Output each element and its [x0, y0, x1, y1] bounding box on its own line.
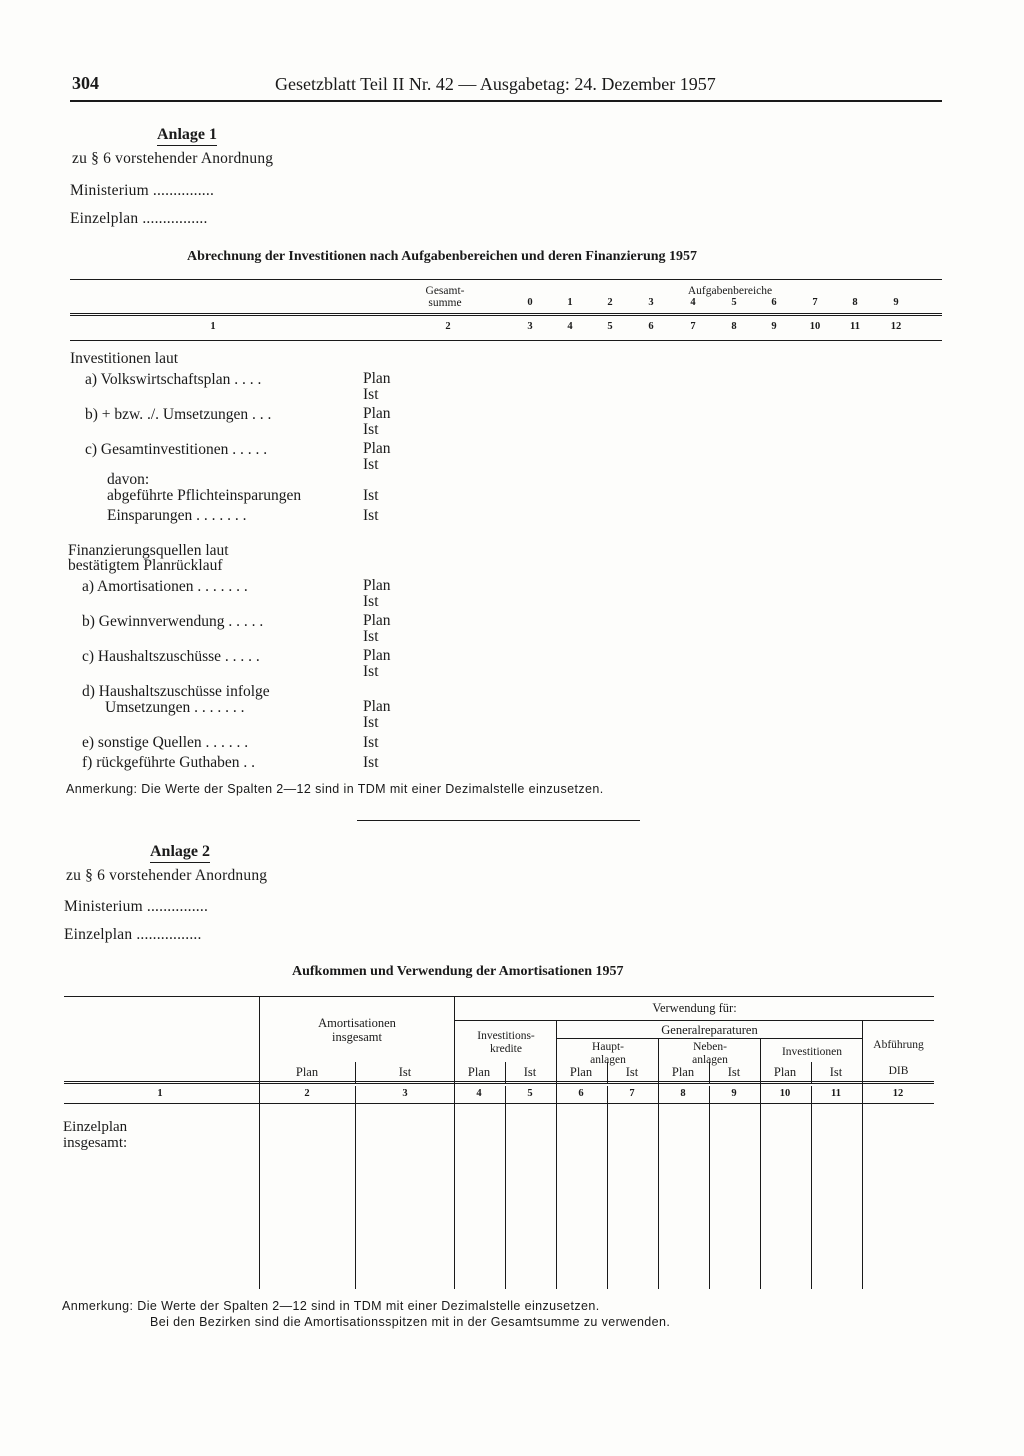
- t2-abfuehrung-head: Abführung: [873, 1039, 924, 1051]
- column-number: 6: [578, 1088, 584, 1099]
- t2-header-rule: [64, 1081, 934, 1084]
- row2e-planist: Ist: [363, 734, 379, 751]
- group2-title-1: Finanzierungsquellen laut: [68, 542, 229, 559]
- column-number: 10: [779, 1088, 791, 1099]
- t2-verwendung-head: Verwendung für:: [652, 1001, 737, 1015]
- header-rule: [70, 100, 942, 102]
- row1c-label: c) Gesamtinvestitionen . . . . .: [85, 441, 268, 458]
- t2-vline-11: [862, 1021, 863, 1289]
- column-number: 11: [831, 1088, 841, 1099]
- area-number: 3: [648, 297, 654, 308]
- t2-plan-label: Plan: [569, 1065, 593, 1079]
- area-number: 0: [527, 297, 533, 308]
- area-number: 7: [812, 297, 818, 308]
- row1e-planist: Ist: [363, 507, 379, 524]
- column-number: 12: [890, 321, 902, 332]
- t2-vline-8: [709, 1086, 710, 1289]
- row1d-planist: Ist: [363, 487, 379, 504]
- t2-dib-head: DIB: [888, 1065, 909, 1077]
- t2-top-rule: [64, 996, 934, 997]
- row1b-planist: Plan Ist: [363, 405, 391, 438]
- anlage2-einzelplan: Einzelplan ................: [64, 926, 202, 943]
- anlage1-note: Anmerkung: Die Werte der Spalten 2—12 sind in TDM mit einer Dezimalstelle einzusetzen.: [66, 782, 604, 796]
- t2-plan-label: Plan: [773, 1065, 797, 1079]
- group1-title: Investitionen laut: [70, 350, 179, 367]
- column-number: 6: [648, 321, 654, 332]
- area-number: 4: [690, 297, 696, 308]
- area-number: 8: [852, 297, 858, 308]
- area-number: 5: [731, 297, 737, 308]
- running-title: Gesetzblatt Teil II Nr. 42 — Ausgabetag: 24. Dezember 1957: [275, 74, 716, 94]
- t2-plan-label: Plan: [295, 1065, 319, 1079]
- t2-amort-head: Amortisationen insgesamt: [318, 1016, 396, 1044]
- t1-top-rule: [70, 279, 942, 280]
- t2-ist-label: Ist: [727, 1065, 741, 1079]
- column-number: 7: [629, 1088, 635, 1099]
- t2-vline-3: [454, 997, 455, 1289]
- row1d-label: abgeführte Pflichteinsparungen: [107, 487, 302, 504]
- column-number: 2: [304, 1088, 310, 1099]
- area-number: 6: [771, 297, 777, 308]
- row2a-label: a) Amortisationen . . . . . . .: [82, 578, 248, 595]
- t2-vline-6: [607, 1086, 608, 1289]
- t2-ist-label: Ist: [829, 1065, 843, 1079]
- t2-vline-10: [811, 1086, 812, 1289]
- t2-generalrep-head: Generalreparaturen: [661, 1023, 758, 1037]
- t2-vline-4: [505, 1086, 506, 1289]
- t2-row-label: Einzelplan insgesamt:: [63, 1119, 128, 1151]
- t2-body-rule: [64, 1103, 934, 1104]
- column-number: 3: [402, 1088, 408, 1099]
- anlage2-title: Anlage 2: [150, 843, 210, 863]
- area-number: 2: [607, 297, 613, 308]
- group2-title-2: bestätigtem Planrücklauf: [68, 557, 223, 574]
- row2c-planist: Plan Ist: [363, 647, 391, 680]
- anlage2-note-2: Bei den Bezirken sind die Amortisationsspitzen mit in der Gesamtsumme zu verwenden.: [150, 1315, 671, 1329]
- section-divider: [357, 820, 640, 821]
- row2b-planist: Plan Ist: [363, 612, 391, 645]
- row1a-label: a) Volkswirtschaftsplan . . . .: [85, 371, 262, 388]
- row1e-label: Einsparungen . . . . . . .: [107, 507, 247, 524]
- area-number: 1: [567, 297, 573, 308]
- t1-aufgabenbereiche-head: Aufgabenbereiche: [687, 285, 773, 297]
- anlage2-subtitle: zu § 6 vorstehender Anordnung: [66, 867, 268, 884]
- row1c-planist: Plan Ist: [363, 440, 391, 473]
- column-number: 1: [157, 1088, 163, 1099]
- row2f-label: f) rückgeführte Guthaben . .: [82, 754, 256, 771]
- t2-plan-label: Plan: [467, 1065, 491, 1079]
- t2-vline-2: [355, 1086, 356, 1289]
- column-number: 1: [210, 321, 216, 332]
- t2-ist-label: Ist: [625, 1065, 639, 1079]
- t2-vline-5: [556, 1021, 557, 1289]
- anlage1-einzelplan: Einzelplan ................: [70, 210, 208, 227]
- t2-investitionen-head: Investitionen: [781, 1046, 843, 1058]
- row1b-label: b) + bzw. ./. Umsetzungen . . .: [85, 406, 272, 423]
- t1-gesamtsumme-head: Gesamt- summe: [425, 285, 465, 309]
- row2e-label: e) sonstige Quellen . . . . . .: [82, 734, 249, 751]
- column-number: 10: [809, 321, 821, 332]
- t2-vline-1: [259, 997, 260, 1289]
- anlage1-subtitle: zu § 6 vorstehender Anordnung: [72, 150, 274, 167]
- row2c-label: c) Haushaltszuschüsse . . . . .: [82, 648, 260, 665]
- area-number: 9: [893, 297, 899, 308]
- anlage2-ministerium: Ministerium ...............: [64, 898, 209, 915]
- column-number: 3: [527, 321, 533, 332]
- row2a-planist: Plan Ist: [363, 577, 391, 610]
- t2-generalrep-rule: [557, 1038, 863, 1039]
- anlage2-note-1: Anmerkung: Die Werte der Spalten 2—12 sind in TDM mit einer Dezimalstelle einzusetzen.: [62, 1299, 600, 1313]
- row2d-label-2: Umsetzungen . . . . . . .: [105, 699, 245, 716]
- t2-neben-head: Neben- anlagen: [692, 1041, 728, 1066]
- column-number: 9: [771, 321, 777, 332]
- row2d-planist: Plan Ist: [363, 698, 391, 731]
- column-number: 8: [680, 1088, 686, 1099]
- t2-vline-2h: [355, 1062, 356, 1083]
- anlage1-ministerium: Ministerium ...............: [70, 182, 215, 199]
- column-number: 5: [527, 1088, 533, 1099]
- t2-ist-label: Ist: [523, 1065, 537, 1079]
- t2-invkredite-head: Investitions- kredite: [477, 1030, 535, 1055]
- column-number: 5: [607, 321, 613, 332]
- t2-haupt-head: Haupt- anlagen: [590, 1041, 626, 1066]
- anlage1-table-title: Abrechnung der Investitionen nach Aufgabenbereichen und deren Finanzierung 1957: [187, 249, 698, 264]
- page-number: 304: [72, 73, 99, 93]
- column-number: 2: [445, 321, 451, 332]
- row2d-label-1: d) Haushaltszuschüsse infolge: [82, 683, 270, 700]
- column-number: 12: [892, 1088, 904, 1099]
- davon-label: davon:: [107, 471, 150, 488]
- t2-plan-label: Plan: [671, 1065, 695, 1079]
- column-number: 11: [850, 321, 860, 332]
- row2f-planist: Ist: [363, 754, 379, 771]
- column-number: 8: [731, 321, 737, 332]
- t1-header-rule: [70, 313, 942, 316]
- t2-ist-label: Ist: [398, 1065, 412, 1079]
- column-number: 4: [476, 1088, 482, 1099]
- column-number: 7: [690, 321, 696, 332]
- t1-body-rule: [70, 340, 942, 341]
- anlage1-title: Anlage 1: [157, 126, 217, 146]
- column-number: 9: [731, 1088, 737, 1099]
- column-number: 4: [567, 321, 573, 332]
- row2b-label: b) Gewinnverwendung . . . . .: [82, 613, 264, 630]
- anlage2-table-title: Aufkommen und Verwendung der Amortisationen 1957: [292, 964, 624, 979]
- row1a-planist: Plan Ist: [363, 370, 391, 403]
